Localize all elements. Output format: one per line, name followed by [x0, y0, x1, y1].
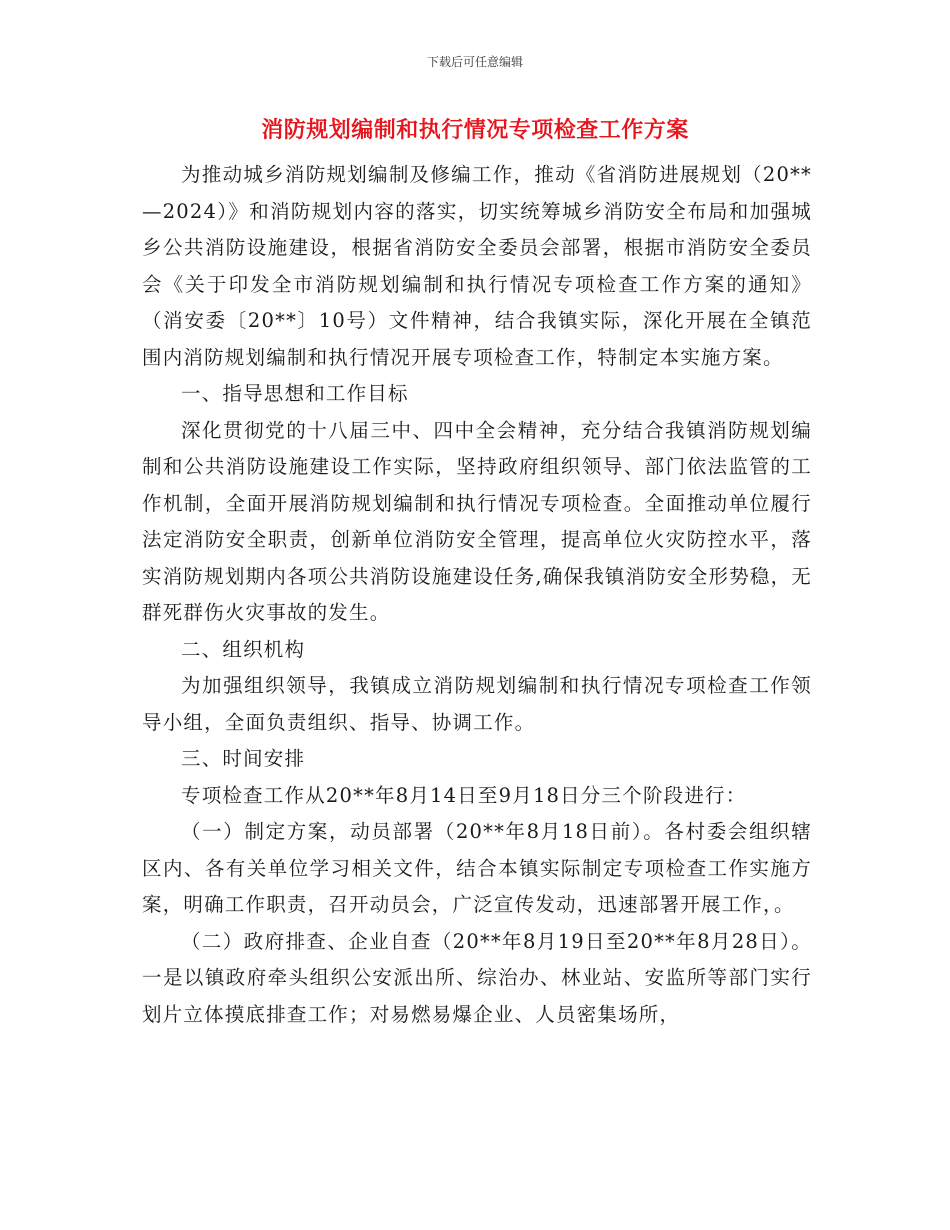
- section-heading-3: 三、时间安排: [181, 747, 306, 770]
- paragraph-intro: 为推动城乡消防规划编制及修编工作，推动《省消防进展规划（20**—2024）》和消防规划内容的落实，切实统筹城乡消防安全布局和加强城乡公共消防设施建设，根据省消防安全委员会部署，根据市消防安全委员会《关于印发全市消防规划编制和执行情况专项检查工作方案的通知》（消安委〔20**〕10号）文件精神，结合我镇实际，深化开展在全镇范围内消防规划编制和执行情况开展专项检查工作，特制定本实施方案。: [142, 163, 812, 369]
- section-heading-1: 一、指导思想和工作目标: [181, 382, 409, 405]
- paragraph-phase-2: （二）政府排查、企业自查（20**年8月19日至20**年8月28日）。一是以镇政府牵头组织公安派出所、综治办、林业站、安监所等部门实行划片立体摸底排查工作；对易燃易爆企业、人员密集场所，: [142, 929, 812, 1026]
- document-title: 消防规划编制和执行情况专项检查工作方案: [261, 117, 689, 143]
- document-body: [142, 157, 812, 1033]
- section-heading-2: 二、组织机构: [181, 637, 306, 661]
- paragraph-organization: 为加强组织领导，我镇成立消防规划编制和执行情况专项检查工作领导小组，全面负责组织、指导、协调工作。: [142, 674, 812, 734]
- paragraph-phase-1: （一）制定方案，动员部署（20**年8月18日前）。各村委会组织辖区内、各有关单位学习相关文件，结合本镇实际制定专项检查工作实施方案，明确工作职责，召开动员会，广泛宣传发动，迅速部署开展工作，。: [142, 820, 812, 916]
- header-note: 下载后可任意编辑: [426, 55, 523, 69]
- paragraph-schedule: 专项检查工作从20**年8月14日至9月18日分三个阶段进行：: [181, 783, 747, 807]
- paragraph-guiding-ideas: 深化贯彻党的十八届三中、四中全会精神，充分结合我镇消防规划编制和公共消防设施建设工作实际，坚持政府组织领导、部门依法监管的工作机制，全面开展消防规划编制和执行情况专项检查。全面推动单位履行法定消防安全职责，创新单位消防安全管理，提高单位火灾防控水平，落实消防规划期内各项公共消防设施建设任务,确保我镇消防安全形势稳，无群死群伤火灾事故的发生。: [142, 418, 812, 624]
